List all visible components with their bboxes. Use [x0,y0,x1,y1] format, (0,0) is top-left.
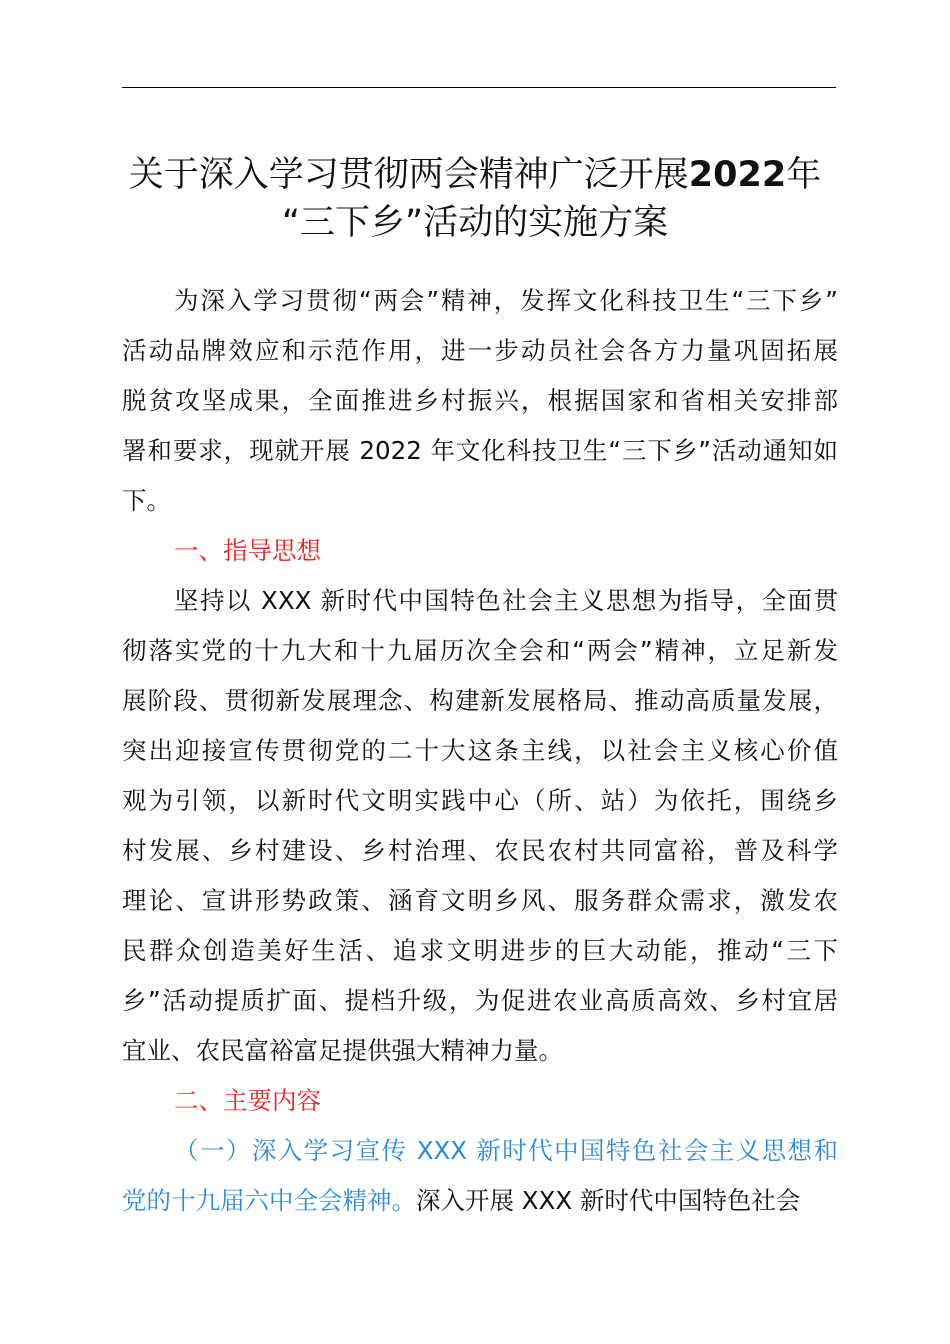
section-heading-guiding-ideology: 一、指导思想 [174,536,321,565]
header-rule [122,87,836,88]
title-suffix: 年 [786,155,822,195]
document-title-line-2: “三下乡”活动的实施方案 [281,203,669,243]
subsection-1-line-2 [122,1176,838,1226]
section1-line: 宜业、农民富裕富足提供强大精神力量。 [122,1036,563,1065]
section1-line: 展阶段、贯彻新发展理念、构建新发展格局、推动高质量发展， [122,686,838,715]
document-body [122,276,838,1226]
subsection-heading-1: （一）深入学习宣传 XXX 新时代中国特色社会主义思想和 [174,1136,838,1165]
section1-line: 坚持以 XXX 新时代中国特色社会主义思想为指导，全面贯 [174,586,838,615]
intro-line: 署和要求，现就开展 2022 年文化科技卫生“三下乡”活动通知如 [122,436,838,465]
section1-line: 理论、宣讲形势政策、涵育文明乡风、服务群众需求，激发农 [122,886,838,915]
intro-line: 活动品牌效应和示范作用，进一步动员社会各方力量巩固拓展 [122,336,838,365]
section1-line: 村发展、乡村建设、乡村治理、农民农村共同富裕，普及科学 [122,836,838,865]
title-year: 2022 [688,155,787,195]
title-prefix: 关于深入学习贯彻两会精神广泛开展 [128,155,689,195]
section1-line: 乡”活动提质扩面、提档升级，为促进农业高质高效、乡村宜居 [122,986,838,1015]
intro-line: 下。 [122,486,171,515]
section1-line: 彻落实党的十九大和十九届历次全会和“两会”精神，立足新发 [122,636,838,665]
intro-line: 为深入学习贯彻“两会”精神，发挥文化科技卫生“三下乡” [174,286,838,315]
section1-line: 突出迎接宣传贯彻党的二十大这条主线，以社会主义核心价值 [122,736,838,765]
section-heading-main-content: 二、主要内容 [174,1086,321,1115]
section1-line: 民群众创造美好生活、追求文明进步的巨大动能，推动“三下 [122,936,838,965]
section1-line: 观为引领，以新时代文明实践中心（所、站）为依托，围绕乡 [122,786,838,815]
subsection-heading-1-continued: 党的十九届六中全会精神。 [122,1186,416,1215]
document-title-line-1 [100,152,850,198]
intro-line: 脱贫攻坚成果，全面推进乡村振兴，根据国家和省相关安排部 [122,386,838,415]
subsection-1-body: 深入开展 XXX 新时代中国特色社会 [416,1186,801,1215]
